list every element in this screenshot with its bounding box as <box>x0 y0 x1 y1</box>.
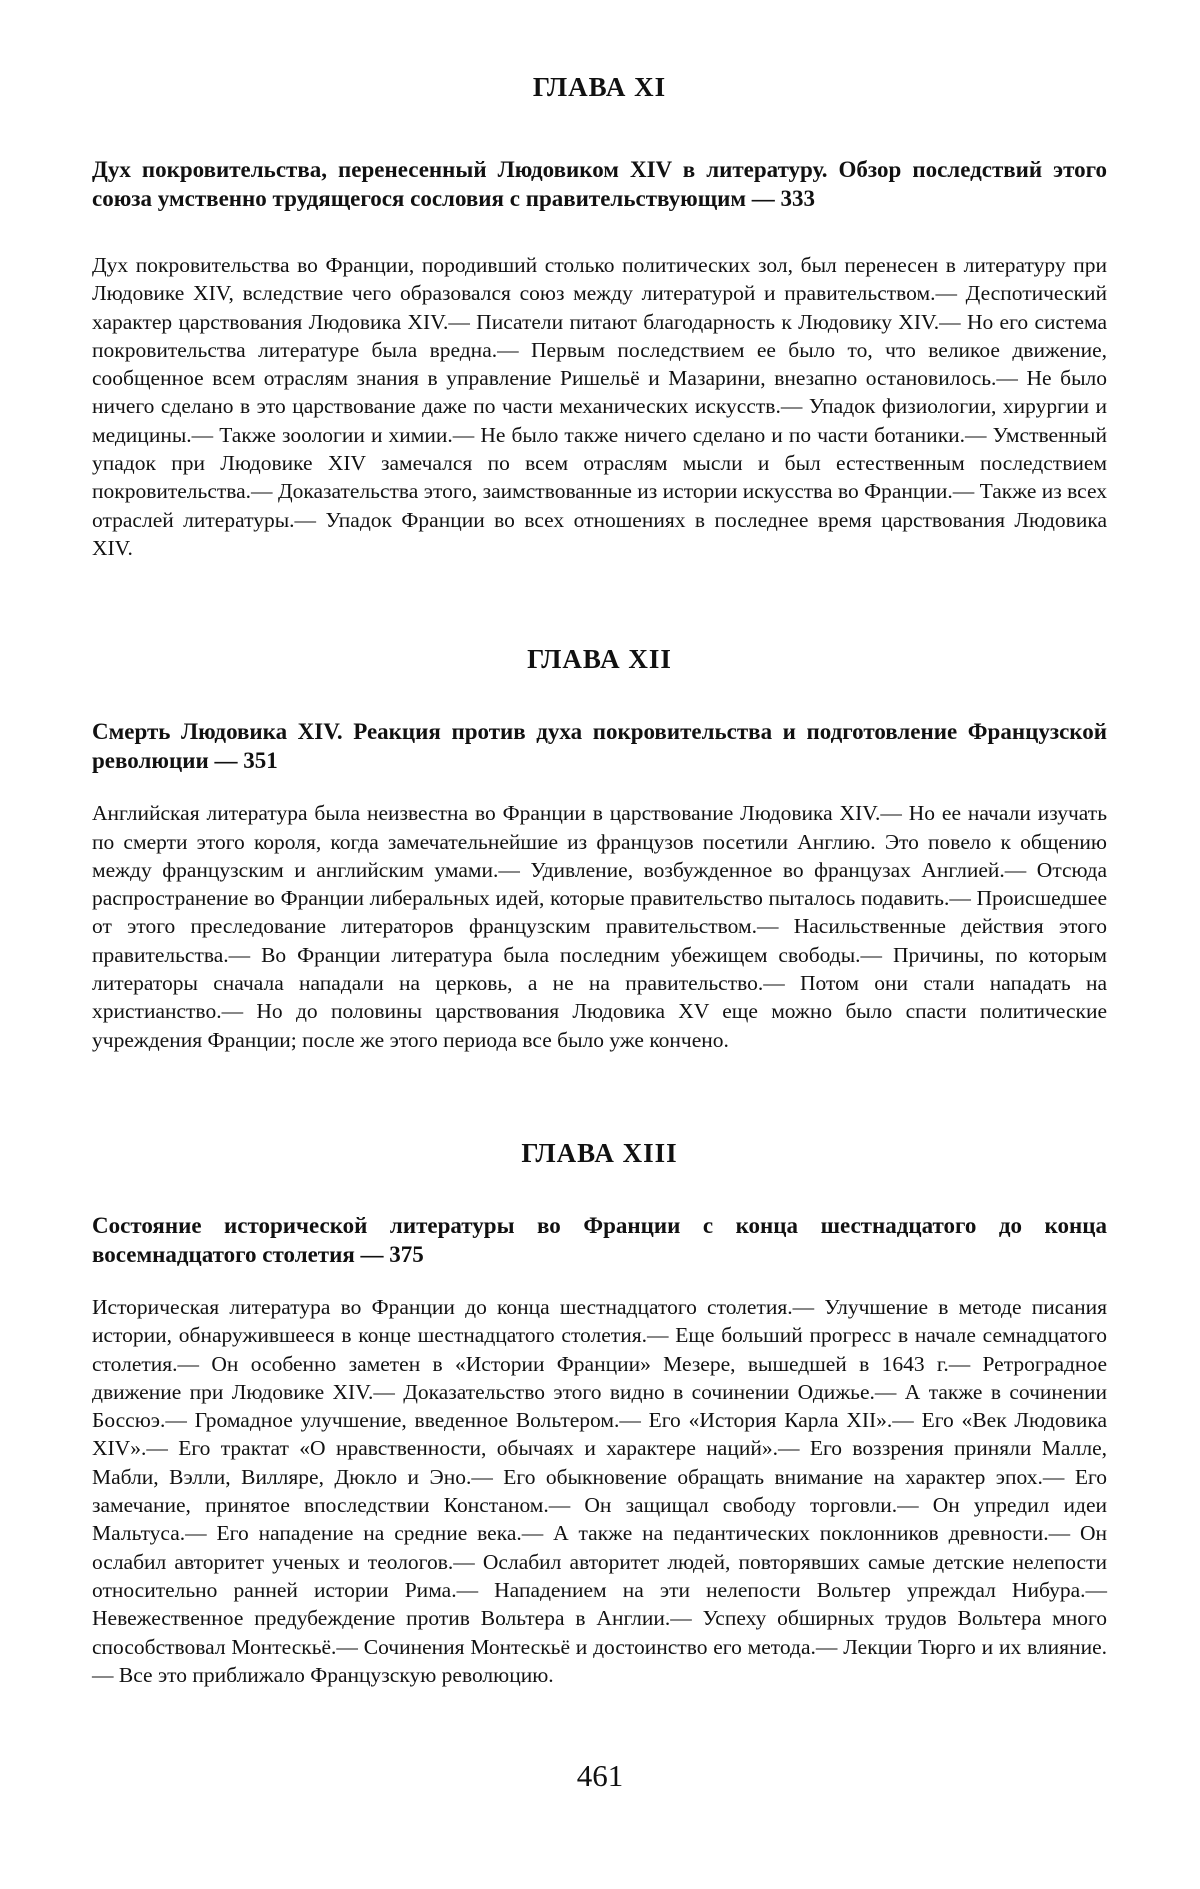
chapter-13-summary: Историческая литература во Франции до конца шестнадцатого столетия.— Улучшение в методе писания истории, обнаружившееся в конце шестнадцатого столетия.— Еще больший прогресс в начале семнадцатого столетия.— Он особенно заметен в «Истории Франции» Мезере, вышедшей в 1643 г.— Ретроградное движение при Людовике XIV.— Доказательство этого видно в сочинении Оди­жье.— А также в сочинении Боссюэ.— Громадное улучшение, введенное Вольтером.— Его «История Карла XII».— Его «Век Людовика XIV».— Его трактат «О нравственности, обычаях и характере наций».— Его воззрения приняли Малле, Мабли, Вэлли, Вилляре, Дюкло и Эно.— Его обыкновение обращать внимание на характер эпох.— Его замечание, принятое впоследствии Констаном.— Он защищал свободу торговли.— Он упредил идеи Мальтуса.— Его нападение на средние века.— А также на педантических поклонников древности.— Он ослабил авторитет ученых и теологов.— Ослабил авторитет людей, повторявших самые детские нелепости относительно ранней истории Рима.— Нападением на эти нелепости Вольтер упреждал Нибура.— Невежественное предубеждение против Вольтера в Англии.— Успеху обширных трудов Вольтера много способствовал Монтескьё.— Сочинения Монтескьё и достоинство его метода.— Лекции Тюрго и их влияние.— Все это приближало Французскую революцию. <box>92 1293 1107 1689</box>
chapter-11-summary: Дух покровительства во Франции, породивший столько политических зол, был перенесен в литературу при Людовике XIV, вследствие чего образовался союз между литературой и правительством.— Деспотический характер царствования Людовика XIV.— Писатели питают благодарность к Людовику XIV.— Но его система покровительства литературе была вредна.— Первым последствием ее было то, что великое движение, сообщенное всем отраслям знания в управление Ришельё и Мазарини, внезапно остановилось.— Не было ничего сделано в это царствование даже по части механических искусств.— Упадок физиологии, хирургии и медицины.— Также зоологии и химии.— Не было также ничего сделано и по части ботаники.— Умственный упадок при Людовике XIV замечался по всем отраслям мысли и был естественным последствием покровительства.— Доказательства этого, заимствованные из истории искусства во Франции.— Также из всех отраслей литературы.— Упадок Франции во всех отношениях в последнее время царствования Людовика XIV. <box>92 251 1107 562</box>
page-content <box>92 72 1107 1689</box>
chapter-13-heading: Состояние исторической литературы во Франции с конца шестнадцатого до конца восемнадцатого столетия — 375 <box>92 1211 1107 1269</box>
chapter-11-heading: Дух покровительства, перенесенный Людовиком XIV в литературу. Обзор последствий этого союза умственно трудящегося сословия с правительствующим — 333 <box>92 155 1107 213</box>
chapter-12-title: ГЛАВА XII <box>92 644 1107 675</box>
chapter-13-title: ГЛАВА XIII <box>92 1138 1107 1169</box>
chapter-12-heading: Смерть Людовика XIV. Реакция против духа покровительства и подготовление Французской революции — 351 <box>92 717 1107 775</box>
chapter-11-title: ГЛАВА XI <box>92 72 1107 103</box>
page-number: 461 <box>0 1758 1200 1794</box>
chapter-12-summary: Английская литература была неизвестна во Франции в царствование Людовика XIV.— Но ее начали изучать по смерти этого короля, когда замечательнейшие из французов посетили Англию. Это повело к общению между французским и английским умами.— Удивление, возбужденное во французах Англией.— Отсюда распространение во Франции либеральных идей, которые правительство пыталось подавить.— Происшедшее от этого преследование литераторов французским правительством.— Насильственные действия этого правительства.— Во Франции литература была последним убежищем свободы.— Причины, по которым литераторы сначала нападали на церковь, а не на правительство.— Потом они стали нападать на христианство.— Но до половины царствования Людовика XV еще можно было спасти политические учреждения Франции; после же этого периода все было уже кончено. <box>92 799 1107 1054</box>
